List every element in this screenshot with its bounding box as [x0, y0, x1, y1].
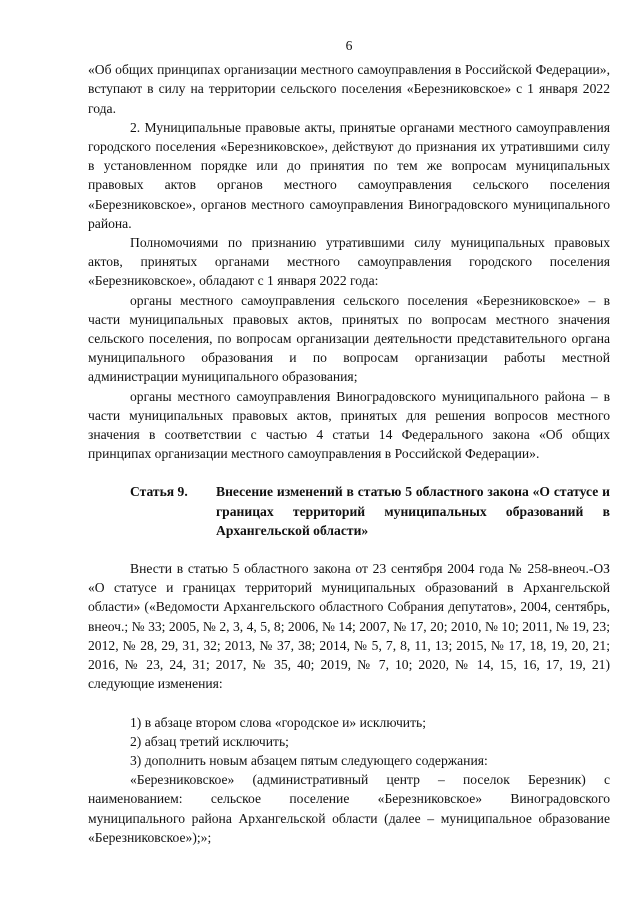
paragraph-intro: Внести в статью 5 областного закона от 23 сентября 2004 года № 258-внеоч.-ОЗ «О статусе и границах территорий муниципальных образований в Архангельской области» («Ведомости Архангельского областного Собрания депутатов», 2004, сентябрь, внеоч.; № 33; 2005, № 2, 3, 4, 5, 8; 2006, № 14; 2007, № 17, 20; 2010, № 10; 2011, № 19, 23; 2012, № 28, 29, 31, 32; 2013, № 37, 38; 2014, № 5, 7, 8, 11, 13; 2015, № 17, 18, 19, 20, 21; 2016, № 23, 24, 31; 2017, № 35, 40; 2019, № 7, 10; 2020, № 14, 15, 16, 17, 19, 21) следующие изменения: [88, 561, 610, 692]
spacer [88, 694, 610, 713]
article-label: Статья 9. [130, 484, 188, 500]
paragraph-powers: Полномочиями по признанию утратившими силу муниципальных правовых актов, принятых органами местного самоуправления городского поселения «Березниковское», обладают с 1 января 2022 года: [88, 235, 610, 289]
paragraph-district-bodies: органы местного самоуправления Виноградовского муниципального района – в части муниципальных правовых актов, принятых для решения вопросов местного значения в соответствии с частью 4 статьи 14 Федерального закона «Об общих принципах организации местного самоуправления в Российской Федерации». [88, 388, 610, 462]
document-page [88, 36, 610, 847]
paragraph-continuation: «Об общих принципах организации местного самоуправления в Российской Федерации», вступают в силу на территории сельского поселения «Березниковское» с 1 января 2022 года. [88, 62, 610, 116]
paragraph-item-2: 2. Муниципальные правовые акты, принятые органами местного самоуправления городского поселения «Березниковское», действуют до признания их утратившими силу в установленном порядке или до принятия по тем же вопросам муниципальных правовых актов органов местного самоуправления сельского поселения «Березниковское», органов местного самоуправления Виноградовского муниципального района. [88, 119, 610, 231]
page-number: 6 [345, 38, 353, 53]
list-item-3: 3) дополнить новым абзацем пятым следующего содержания: [130, 752, 488, 768]
article-title: Внесение изменений в статью 5 областного закона «О статусе и границах территорий муниципальных образований в Архангельской области» [216, 484, 610, 538]
list-item-1: 1) в абзаце втором слова «городское и» исключить; [130, 714, 426, 730]
article-heading [88, 482, 610, 540]
quoted-paragraph: «Березниковское» (административный центр – поселок Березник) с наименованием: сельское поселение «Березниковское» Виноградовского муниципального района Архангельской области (далее – муниципальное образование «Березниковское»);»; [88, 772, 610, 845]
list-item-2: 2) абзац третий исключить; [130, 733, 289, 749]
paragraph-rural-bodies: органы местного самоуправления сельского поселения «Березниковское» – в части муниципальных правовых актов, принятых по вопросам местного значения сельского поселения, по вопросам организации деятельности представительного органа муниципального образования и по вопросам организации работы местной администрации муниципального образования; [88, 292, 610, 385]
